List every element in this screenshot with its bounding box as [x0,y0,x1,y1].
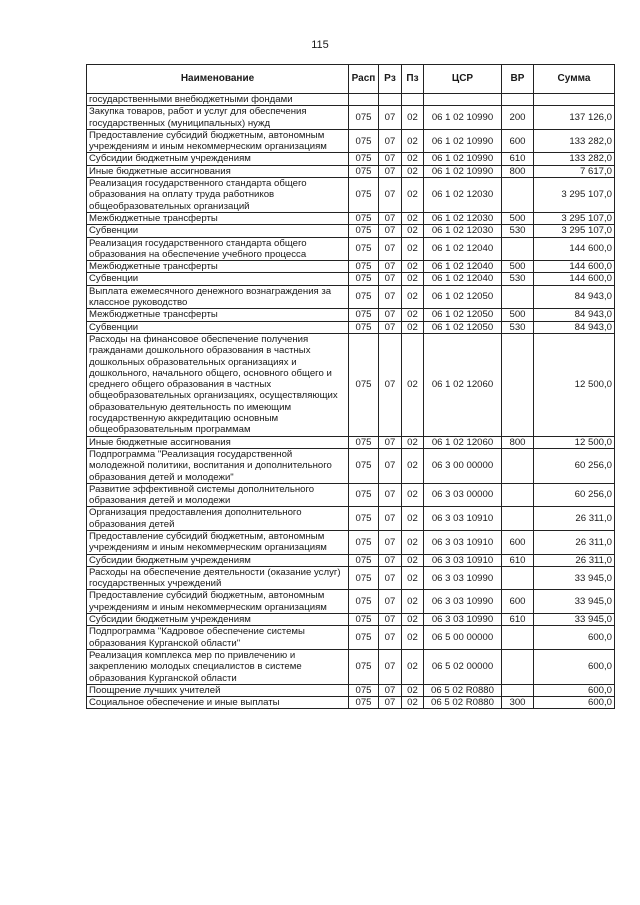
cell-csr: 06 1 02 12040 [424,261,502,273]
cell-pz: 02 [402,554,424,566]
table-row [87,237,615,261]
cell-vr [502,507,534,531]
cell-pz: 02 [402,649,424,684]
table-row [87,225,615,237]
cell-rz: 07 [379,697,402,709]
cell-rasp: 075 [349,333,379,436]
cell-vr [502,285,534,309]
cell-rasp: 075 [349,483,379,507]
header-name: Наименование [87,65,349,94]
cell-pz: 02 [402,106,424,130]
cell-sum: 60 256,0 [534,483,615,507]
cell-sum: 60 256,0 [534,448,615,483]
cell-csr: 06 1 02 12040 [424,237,502,261]
cell-rasp: 075 [349,448,379,483]
cell-vr: 530 [502,321,534,333]
cell-rasp: 075 [349,261,379,273]
cell-sum: 3 295 107,0 [534,212,615,224]
cell-vr: 200 [502,106,534,130]
cell-sum: 144 600,0 [534,273,615,285]
table-row [87,566,615,590]
cell-pz [402,94,424,106]
table-row [87,684,615,696]
cell-name: Выплата ежемесячного денежного вознаграждения за классное руководство [87,285,349,309]
budget-table [86,64,615,709]
cell-vr [502,237,534,261]
cell-pz: 02 [402,483,424,507]
cell-pz: 02 [402,530,424,554]
cell-sum: 137 126,0 [534,106,615,130]
table-row [87,285,615,309]
cell-rz: 07 [379,153,402,165]
cell-name: Организация предоставления дополнительного образования детей [87,507,349,531]
cell-vr: 610 [502,554,534,566]
cell-vr: 500 [502,309,534,321]
cell-pz: 02 [402,153,424,165]
cell-vr [502,94,534,106]
table-row [87,507,615,531]
cell-rasp [349,94,379,106]
cell-rz: 07 [379,530,402,554]
table-row [87,333,615,436]
cell-rz: 07 [379,333,402,436]
cell-csr: 06 1 02 12030 [424,178,502,213]
table-row [87,448,615,483]
cell-sum: 133 282,0 [534,129,615,153]
cell-pz: 02 [402,129,424,153]
cell-name: Расходы на финансовое обеспечение получения гражданами дошкольного образования в частных дошкольных образовательных организациях и дошкольного, начального общего, основного общего и среднего общего образования в частных общеобразовательных организациях, осуществляющих образовательную деятельность по имеющим государственную аккредитацию основным общеобразовательным программам [87,333,349,436]
cell-csr: 06 3 03 10910 [424,530,502,554]
cell-sum: 600,0 [534,626,615,650]
cell-pz: 02 [402,273,424,285]
cell-vr: 300 [502,697,534,709]
cell-csr: 06 5 02 R0880 [424,697,502,709]
cell-rasp: 075 [349,554,379,566]
cell-rasp: 075 [349,614,379,626]
header-sum: Сумма [534,65,615,94]
cell-name: Поощрение лучших учителей [87,684,349,696]
cell-name: Предоставление субсидий бюджетным, автономным учреждениям и иным некоммерческим организациям [87,590,349,614]
cell-rz: 07 [379,106,402,130]
cell-csr: 06 1 02 10990 [424,106,502,130]
cell-vr: 600 [502,530,534,554]
cell-csr: 06 1 02 10990 [424,153,502,165]
cell-sum: 84 943,0 [534,285,615,309]
cell-rz: 07 [379,285,402,309]
table-row [87,697,615,709]
cell-csr: 06 5 02 R0880 [424,684,502,696]
cell-rz [379,94,402,106]
cell-rasp: 075 [349,684,379,696]
cell-rz: 07 [379,483,402,507]
cell-rz: 07 [379,129,402,153]
cell-rz: 07 [379,590,402,614]
cell-rz: 07 [379,554,402,566]
header-rasp: Расп [349,65,379,94]
cell-vr [502,626,534,650]
cell-sum: 144 600,0 [534,237,615,261]
cell-rz: 07 [379,321,402,333]
cell-pz: 02 [402,333,424,436]
cell-vr: 530 [502,273,534,285]
cell-rz: 07 [379,649,402,684]
cell-rz: 07 [379,566,402,590]
cell-sum: 33 945,0 [534,566,615,590]
cell-rz: 07 [379,178,402,213]
cell-rasp: 075 [349,285,379,309]
cell-pz: 02 [402,261,424,273]
table-row [87,165,615,177]
cell-csr: 06 1 02 12060 [424,333,502,436]
header-pz: Пз [402,65,424,94]
cell-pz: 02 [402,237,424,261]
table-row [87,273,615,285]
cell-name: Субвенции [87,273,349,285]
cell-csr: 06 1 02 12040 [424,273,502,285]
header-rz: Рз [379,65,402,94]
cell-name: Межбюджетные трансферты [87,309,349,321]
cell-rz: 07 [379,614,402,626]
cell-vr: 800 [502,165,534,177]
cell-rz: 07 [379,309,402,321]
cell-pz: 02 [402,165,424,177]
cell-rasp: 075 [349,309,379,321]
cell-rasp: 075 [349,436,379,448]
cell-csr: 06 1 02 12060 [424,436,502,448]
cell-sum: 26 311,0 [534,507,615,531]
header-vr: ВР [502,65,534,94]
cell-rz: 07 [379,626,402,650]
cell-vr [502,566,534,590]
cell-rasp: 075 [349,212,379,224]
cell-pz: 02 [402,225,424,237]
cell-rasp: 075 [349,566,379,590]
cell-csr: 06 5 02 00000 [424,649,502,684]
cell-name: Межбюджетные трансферты [87,261,349,273]
cell-vr: 500 [502,261,534,273]
cell-pz: 02 [402,566,424,590]
cell-sum: 600,0 [534,697,615,709]
cell-rasp: 075 [349,697,379,709]
cell-csr: 06 1 02 12030 [424,212,502,224]
cell-rz: 07 [379,165,402,177]
cell-csr: 06 3 03 10910 [424,507,502,531]
cell-sum: 33 945,0 [534,614,615,626]
cell-name: Подпрограмма "Кадровое обеспечение системы образования Курганской области" [87,626,349,650]
cell-pz: 02 [402,614,424,626]
cell-sum: 84 943,0 [534,309,615,321]
cell-name: Субсидии бюджетным учреждениям [87,614,349,626]
cell-rasp: 075 [349,129,379,153]
cell-sum: 144 600,0 [534,261,615,273]
table-row [87,153,615,165]
cell-sum: 3 295 107,0 [534,225,615,237]
table-row [87,554,615,566]
table-row [87,483,615,507]
table-row [87,212,615,224]
cell-csr: 06 3 03 00000 [424,483,502,507]
cell-sum: 33 945,0 [534,590,615,614]
cell-pz: 02 [402,212,424,224]
cell-pz: 02 [402,178,424,213]
cell-pz: 02 [402,321,424,333]
cell-sum: 7 617,0 [534,165,615,177]
cell-csr: 06 1 02 10990 [424,129,502,153]
cell-name: Субсидии бюджетным учреждениям [87,554,349,566]
table-row [87,129,615,153]
cell-name: Иные бюджетные ассигнования [87,436,349,448]
cell-rz: 07 [379,225,402,237]
cell-vr: 610 [502,614,534,626]
cell-name: Иные бюджетные ассигнования [87,165,349,177]
cell-rz: 07 [379,448,402,483]
cell-rasp: 075 [349,178,379,213]
cell-csr: 06 5 00 00000 [424,626,502,650]
cell-name: Реализация государственного стандарта общего образования на оплату труда работников общеобразовательных организаций [87,178,349,213]
cell-name: Расходы на обеспечение деятельности (оказание услуг) государственных учреждений [87,566,349,590]
cell-name: Субвенции [87,225,349,237]
cell-pz: 02 [402,626,424,650]
cell-name: Предоставление субсидий бюджетным, автономным учреждениям и иным некоммерческим организациям [87,530,349,554]
table-row [87,649,615,684]
table-row [87,530,615,554]
cell-pz: 02 [402,697,424,709]
cell-csr: 06 1 02 12050 [424,321,502,333]
cell-csr: 06 1 02 12050 [424,309,502,321]
cell-pz: 02 [402,590,424,614]
table-row [87,94,615,106]
cell-csr: 06 3 03 10990 [424,614,502,626]
cell-rasp: 075 [349,507,379,531]
cell-sum: 26 311,0 [534,530,615,554]
cell-sum: 12 500,0 [534,436,615,448]
cell-vr [502,448,534,483]
cell-sum: 600,0 [534,649,615,684]
table-row [87,626,615,650]
cell-name: Межбюджетные трансферты [87,212,349,224]
table-row [87,106,615,130]
cell-rz: 07 [379,237,402,261]
cell-vr [502,333,534,436]
cell-rasp: 075 [349,153,379,165]
cell-sum: 600,0 [534,684,615,696]
cell-vr: 500 [502,212,534,224]
cell-csr: 06 1 02 12030 [424,225,502,237]
cell-vr [502,483,534,507]
cell-csr: 06 3 03 10910 [424,554,502,566]
cell-sum: 12 500,0 [534,333,615,436]
table-row [87,261,615,273]
table-row [87,321,615,333]
cell-vr: 610 [502,153,534,165]
cell-vr [502,178,534,213]
cell-rz: 07 [379,436,402,448]
cell-rasp: 075 [349,237,379,261]
table-row [87,178,615,213]
cell-name: Закупка товаров, работ и услуг для обеспечения государственных (муниципальных) нужд [87,106,349,130]
cell-rz: 07 [379,261,402,273]
cell-csr [424,94,502,106]
cell-sum [534,94,615,106]
cell-name: Субсидии бюджетным учреждениям [87,153,349,165]
cell-sum: 84 943,0 [534,321,615,333]
cell-rasp: 075 [349,626,379,650]
cell-name: Субвенции [87,321,349,333]
page-number: 115 [311,39,329,51]
cell-pz: 02 [402,448,424,483]
cell-csr: 06 1 02 10990 [424,165,502,177]
cell-rasp: 075 [349,106,379,130]
cell-name: Социальное обеспечение и иные выплаты [87,697,349,709]
cell-vr: 800 [502,436,534,448]
cell-vr: 600 [502,129,534,153]
cell-sum: 133 282,0 [534,153,615,165]
cell-csr: 06 3 03 10990 [424,566,502,590]
cell-pz: 02 [402,436,424,448]
cell-vr: 600 [502,590,534,614]
header-csr: ЦСР [424,65,502,94]
cell-name: Предоставление субсидий бюджетным, автономным учреждениям и иным некоммерческим организациям [87,129,349,153]
cell-vr [502,649,534,684]
cell-rasp: 075 [349,321,379,333]
cell-rasp: 075 [349,649,379,684]
cell-rz: 07 [379,273,402,285]
cell-rasp: 075 [349,225,379,237]
cell-vr [502,684,534,696]
table-row [87,614,615,626]
cell-rasp: 075 [349,530,379,554]
table-row [87,590,615,614]
table-header-row [87,65,615,94]
cell-rz: 07 [379,684,402,696]
cell-name: Развитие эффективной системы дополнительного образования детей и молодежи [87,483,349,507]
cell-rasp: 075 [349,273,379,285]
cell-sum: 3 295 107,0 [534,178,615,213]
cell-name: государственными внебюджетными фондами [87,94,349,106]
cell-vr: 530 [502,225,534,237]
cell-pz: 02 [402,309,424,321]
cell-rasp: 075 [349,590,379,614]
cell-csr: 06 3 03 10990 [424,590,502,614]
cell-pz: 02 [402,684,424,696]
cell-csr: 06 3 00 00000 [424,448,502,483]
cell-pz: 02 [402,285,424,309]
cell-rasp: 075 [349,165,379,177]
cell-pz: 02 [402,507,424,531]
cell-name: Реализация государственного стандарта общего образования на обеспечение учебного процесса [87,237,349,261]
cell-rz: 07 [379,507,402,531]
cell-name: Подпрограмма "Реализация государственной молодежной политики, воспитания и дополнительного образования детей и молодежи" [87,448,349,483]
cell-name: Реализация комплекса мер по привлечению и закреплению молодых специалистов в системе образования Курганской области [87,649,349,684]
cell-rz: 07 [379,212,402,224]
table-row [87,436,615,448]
cell-sum: 26 311,0 [534,554,615,566]
table-row [87,309,615,321]
cell-csr: 06 1 02 12050 [424,285,502,309]
